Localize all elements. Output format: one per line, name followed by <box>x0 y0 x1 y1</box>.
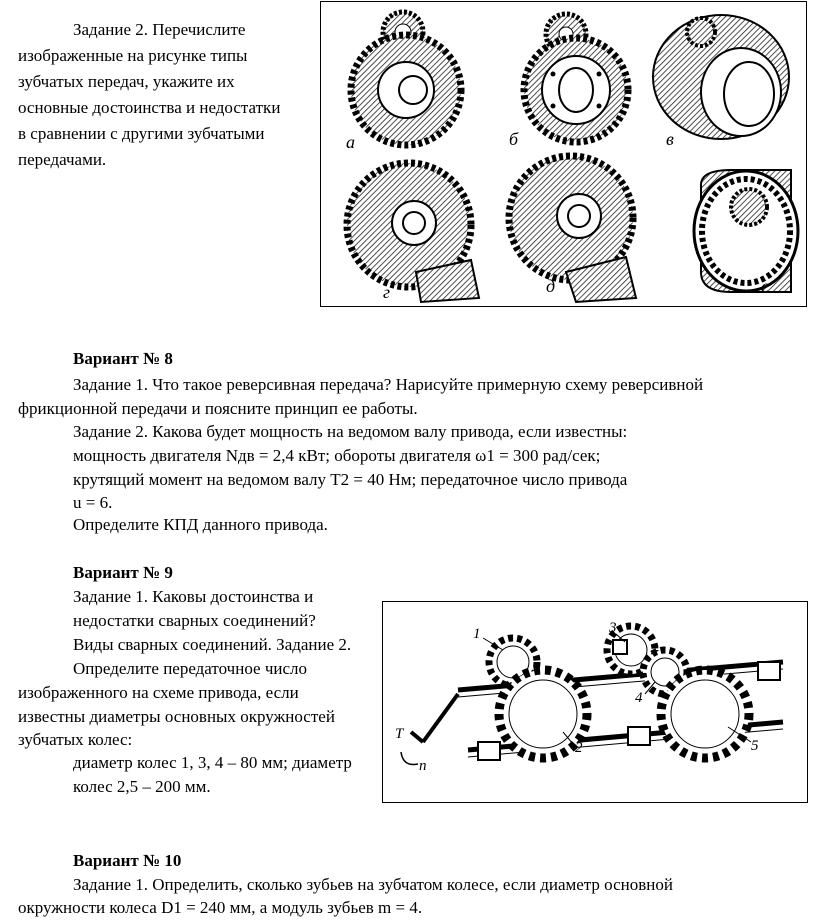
variant8-heading: Вариант № 8 <box>73 349 173 368</box>
label-b: б <box>509 129 519 149</box>
spur-gear-pair <box>351 12 461 145</box>
variant8-task2-line: крутящий момент на ведомом валу Т2 = 40 Нм; передаточное число привода <box>73 470 628 489</box>
internal-gear <box>694 170 798 292</box>
variant9-line: Виды сварных соединений. Задание 2. <box>73 635 352 654</box>
variant8-task2-line: Определите КПД данного привода. <box>73 515 328 534</box>
bevel-gear-pair <box>347 163 479 302</box>
variant9-line: колес 2,5 – 200 мм. <box>73 777 211 796</box>
label-n: n <box>419 758 427 774</box>
variant9-line: недостатки сварных соединений? <box>73 611 316 630</box>
label-1: 1 <box>473 626 481 642</box>
variant10-line: окружности колеса D1 = 240 мм, а модуль зубьев m = 4. <box>18 898 423 917</box>
spiral-bevel-gear-pair <box>509 156 636 302</box>
gear-5 <box>661 670 749 758</box>
label-v: в <box>666 129 674 149</box>
task2-line: основные достоинства и недостатки <box>18 98 281 117</box>
drive-scheme-drawing <box>383 602 807 802</box>
variant9-line: известны диаметры основных окружностей <box>18 707 335 726</box>
variant8-task2-line: мощность двигателя Nдв = 2,4 кВт; обороты двигателя ω1 = 300 рад/сек; <box>73 446 601 465</box>
variant10-heading: Вариант № 10 <box>73 851 182 870</box>
label-5: 5 <box>751 738 759 754</box>
gear-2 <box>499 670 587 758</box>
variant9-line: Задание 1. Каковы достоинства и <box>73 587 314 606</box>
variant9-line: диаметр колес 1, 3, 4 – 80 мм; диаметр <box>73 753 352 772</box>
variant8-task1-line: фрикционной передачи и поясните принцип ее работы. <box>18 399 418 418</box>
variant8-task1-line: Задание 1. Что такое реверсивная передача? Нарисуйте примерную схему реверсивной <box>73 375 704 394</box>
variant8-task2-line: Задание 2. Какова будет мощность на ведомом валу привода, если известны: <box>73 422 628 441</box>
label-3: 3 <box>609 620 617 636</box>
variant10-line: Задание 1. Определить, сколько зубьев на зубчатом колесе, если диаметр основной <box>73 875 673 894</box>
task2-line: зубчатых передач, укажите их <box>18 72 235 91</box>
drive-scheme-figure <box>382 601 808 803</box>
label-e: е <box>761 276 769 296</box>
task2-line: передачами. <box>18 150 107 169</box>
label-d: д <box>546 276 556 296</box>
label-4: 4 <box>635 690 643 706</box>
variant9-line: зубчатых колес: <box>18 730 133 749</box>
herringbone-gear <box>653 15 789 139</box>
variant9-heading: Вариант № 9 <box>73 563 173 582</box>
spur-gear-with-holes <box>524 14 628 142</box>
variant9-line: Определите передаточное число <box>73 659 308 678</box>
task2-line: в сравнении с другими зубчатыми <box>18 124 265 143</box>
label-2: 2 <box>575 740 583 756</box>
gear-types-figure <box>320 1 807 307</box>
variant8-task2-line: u = 6. <box>73 493 113 512</box>
variant9-line: изображенного на схеме привода, если <box>18 683 299 702</box>
task2-line: Задание 2. Перечислите <box>73 20 246 39</box>
label-T: T <box>395 726 404 742</box>
task2-line: изображенные на рисунке типы <box>18 46 248 65</box>
gear-types-drawing <box>321 2 806 306</box>
label-a: а <box>346 132 355 152</box>
rotation-arrow-icon <box>401 752 418 765</box>
label-g: г <box>383 282 391 302</box>
